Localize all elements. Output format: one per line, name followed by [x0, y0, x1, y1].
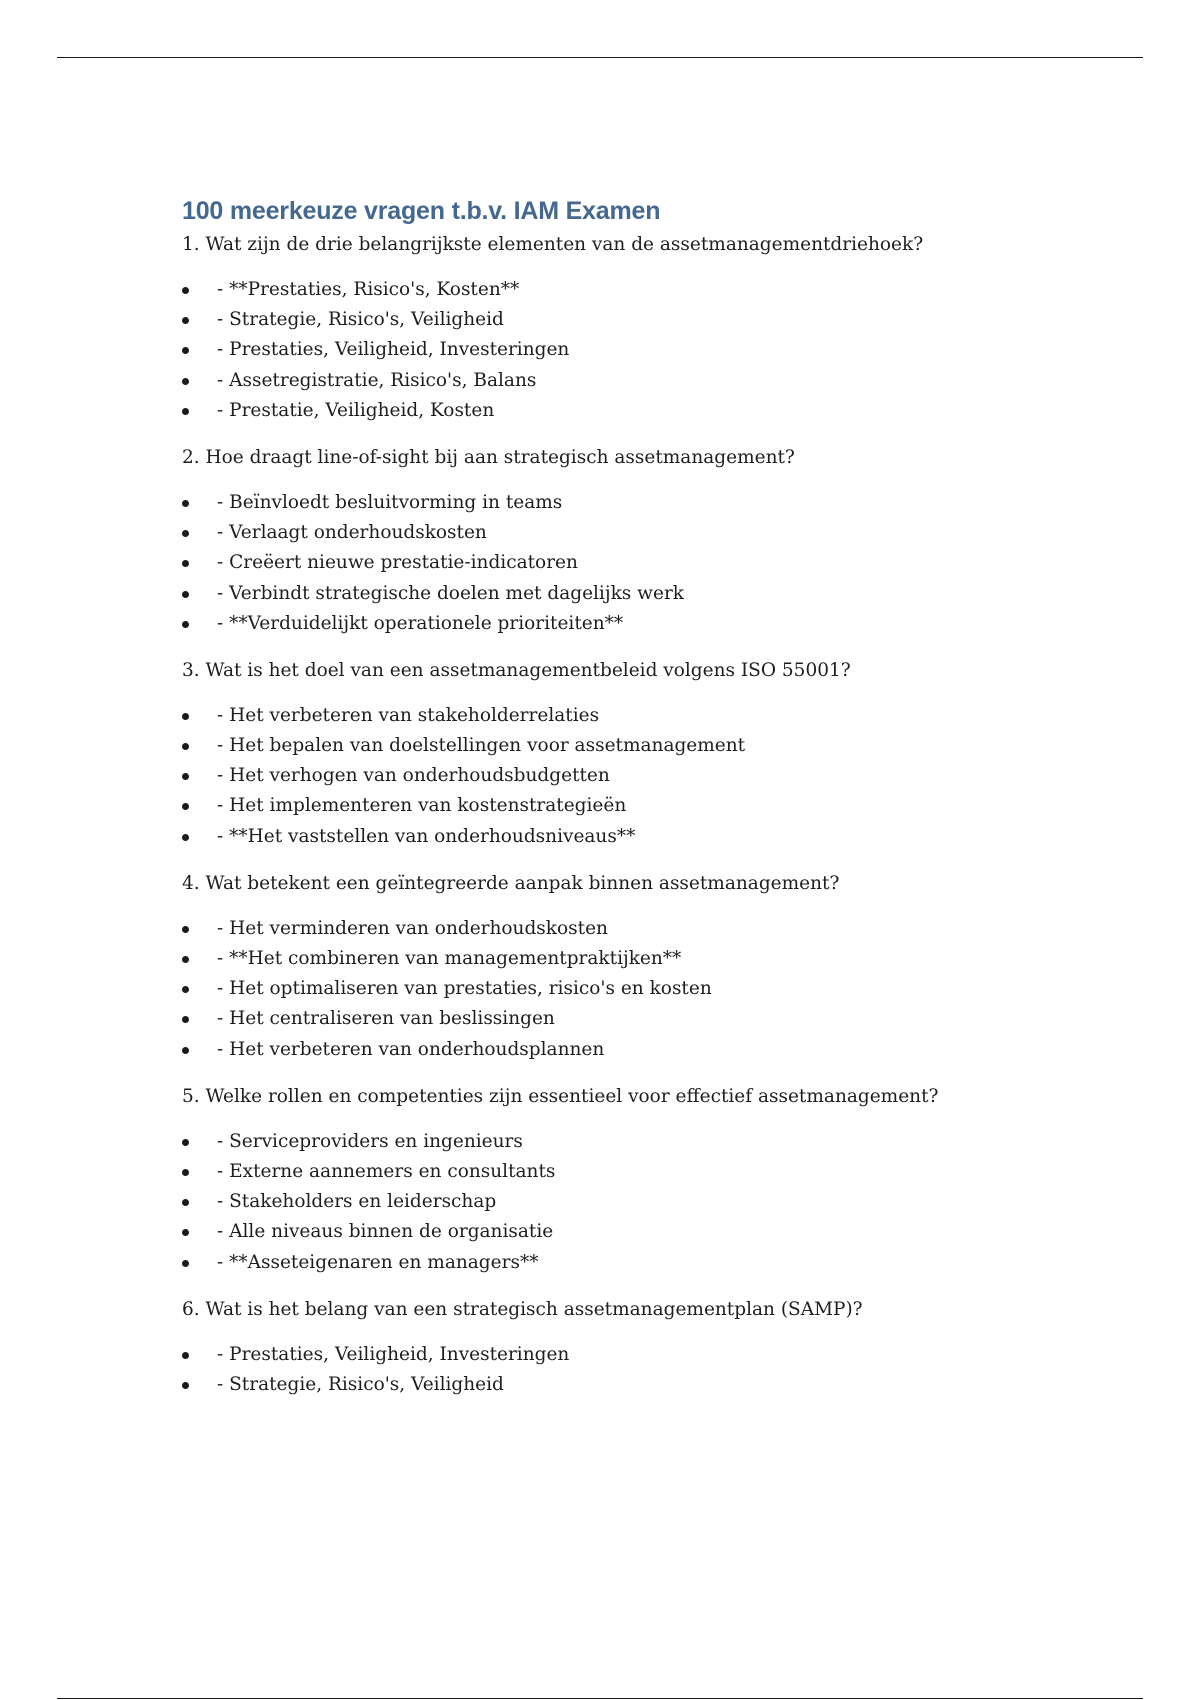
- answer-text: - Verbindt strategische doelen met dagelijks werk: [217, 582, 685, 604]
- question-text: 5. Welke rollen en competenties zijn essentieel voor effectief assetmanagement?: [182, 1085, 939, 1107]
- answer-text: - Prestaties, Veiligheid, Investeringen: [217, 339, 570, 361]
- answer-text: - Assetregistratie, Risico's, Balans: [217, 369, 537, 391]
- bullet-icon: [182, 560, 189, 567]
- answer-option: [182, 1127, 1082, 1157]
- bullet-icon: [182, 1139, 189, 1146]
- answer-option: [182, 1248, 1082, 1278]
- answer-option: [182, 822, 1082, 852]
- answer-text: - Stakeholders en leiderschap: [217, 1191, 497, 1213]
- answer-option: [182, 791, 1082, 821]
- answer-text: - Het bepalen van doelstellingen voor assetmanagement: [217, 735, 746, 757]
- answer-text: - Prestaties, Veiligheid, Investeringen: [217, 1343, 570, 1365]
- answer-text: - Serviceproviders en ingenieurs: [217, 1130, 523, 1152]
- bullet-icon: [182, 591, 189, 598]
- footer-rule: [57, 1698, 1143, 1699]
- answer-option: [182, 335, 1082, 365]
- answer-option: [182, 518, 1082, 548]
- bullet-icon: [182, 956, 189, 963]
- answer-text: - Het verminderen van onderhoudskosten: [217, 917, 608, 939]
- bullet-icon: [182, 1260, 189, 1267]
- answer-text: - **Verduidelijkt operationele prioriteiten**: [217, 612, 624, 634]
- answer-option: [182, 1217, 1082, 1247]
- bullet-icon: [182, 713, 189, 720]
- question-block: [182, 1295, 1082, 1400]
- answer-option: [182, 1157, 1082, 1187]
- bullet-icon: [182, 1047, 189, 1054]
- answer-list: [182, 701, 1082, 852]
- answer-option: [182, 914, 1082, 944]
- answer-list: [182, 275, 1082, 426]
- bullet-icon: [182, 773, 189, 780]
- answer-text: - Externe aannemers en consultants: [217, 1160, 556, 1182]
- answer-option: [182, 944, 1082, 974]
- answer-list: [182, 914, 1082, 1065]
- bullet-icon: [182, 986, 189, 993]
- question-text: 1. Wat zijn de drie belangrijkste elementen van de assetmanagementdriehoek?: [182, 234, 924, 255]
- question-block: [182, 869, 1082, 1065]
- bullet-icon: [182, 803, 189, 810]
- bullet-icon: [182, 317, 189, 324]
- bullet-icon: [182, 743, 189, 750]
- answer-text: - **Het combineren van managementpraktijken**: [217, 948, 682, 969]
- bullet-icon: [182, 287, 189, 294]
- answer-text: - Het centraliseren van beslissingen: [217, 1008, 555, 1030]
- answer-option: [182, 701, 1082, 731]
- answer-option: [182, 731, 1082, 761]
- answer-option: [182, 1370, 1082, 1400]
- document-title: 100 meerkeuze vragen t.b.v. IAM Examen: [182, 197, 661, 225]
- bullet-icon: [182, 500, 189, 507]
- answer-option: [182, 579, 1082, 609]
- bullet-icon: [182, 1352, 189, 1359]
- answer-text: - Het verbeteren van onderhoudsplannen: [217, 1038, 605, 1060]
- document-body: [182, 192, 1082, 1417]
- bullet-icon: [182, 408, 189, 415]
- question-block: [182, 656, 1082, 852]
- question-block: [182, 230, 1082, 426]
- answer-text: - Creëert nieuwe prestatie-indicatoren: [217, 552, 578, 574]
- bullet-icon: [182, 621, 189, 628]
- question-text: 4. Wat betekent een geïntegreerde aanpak binnen assetmanagement?: [182, 872, 840, 894]
- answer-text: - Verlaagt onderhoudskosten: [217, 522, 487, 544]
- bullet-icon: [182, 1169, 189, 1176]
- bullet-icon: [182, 530, 189, 537]
- answer-option: [182, 396, 1082, 426]
- answer-option: [182, 275, 1082, 305]
- answer-text: - Prestatie, Veiligheid, Kosten: [217, 399, 495, 421]
- answer-text: - Strategie, Risico's, Veiligheid: [217, 309, 504, 331]
- answer-text: - Het verhogen van onderhoudsbudgetten: [217, 765, 610, 787]
- question-text: 3. Wat is het doel van een assetmanagementbeleid volgens ISO 55001?: [182, 659, 851, 681]
- answer-option: [182, 1187, 1082, 1217]
- bullet-icon: [182, 347, 189, 354]
- answer-text: - Beïnvloedt besluitvorming in teams: [217, 491, 563, 513]
- question-text: 6. Wat is het belang van een strategisch assetmanagementplan (SAMP)?: [182, 1298, 863, 1320]
- bullet-icon: [182, 1016, 189, 1023]
- answer-text: - Alle niveaus binnen de organisatie: [217, 1221, 554, 1243]
- answer-option: [182, 1035, 1082, 1065]
- answer-text: - **Prestaties, Risico's, Kosten**: [217, 279, 520, 300]
- answer-text: - Het implementeren van kostenstrategieën: [217, 795, 627, 817]
- bullet-icon: [182, 378, 189, 385]
- header-rule: [57, 57, 1143, 58]
- answer-text: - **Asseteigenaren en managers**: [217, 1251, 539, 1273]
- answer-list: [182, 1340, 1082, 1400]
- answer-text: - Het verbeteren van stakeholderrelaties: [217, 704, 600, 726]
- answer-option: [182, 366, 1082, 396]
- answer-option: [182, 609, 1082, 639]
- answer-text: - **Het vaststellen van onderhoudsniveaus**: [217, 825, 636, 847]
- question-block: [182, 1082, 1082, 1278]
- answer-option: [182, 548, 1082, 578]
- answer-list: [182, 1127, 1082, 1278]
- bullet-icon: [182, 834, 189, 841]
- answer-option: [182, 974, 1082, 1004]
- answer-option: [182, 1340, 1082, 1370]
- answer-text: - Het optimaliseren van prestaties, risico's en kosten: [217, 978, 712, 1000]
- bullet-icon: [182, 1382, 189, 1389]
- bullet-icon: [182, 1229, 189, 1236]
- answer-list: [182, 488, 1082, 639]
- bullet-icon: [182, 926, 189, 933]
- answer-text: - Strategie, Risico's, Veiligheid: [217, 1373, 504, 1395]
- answer-option: [182, 761, 1082, 791]
- answer-option: [182, 488, 1082, 518]
- answer-option: [182, 1004, 1082, 1034]
- question-text: 2. Hoe draagt line-of-sight bij aan strategisch assetmanagement?: [182, 446, 795, 468]
- bullet-icon: [182, 1199, 189, 1206]
- question-block: [182, 443, 1082, 639]
- answer-option: [182, 305, 1082, 335]
